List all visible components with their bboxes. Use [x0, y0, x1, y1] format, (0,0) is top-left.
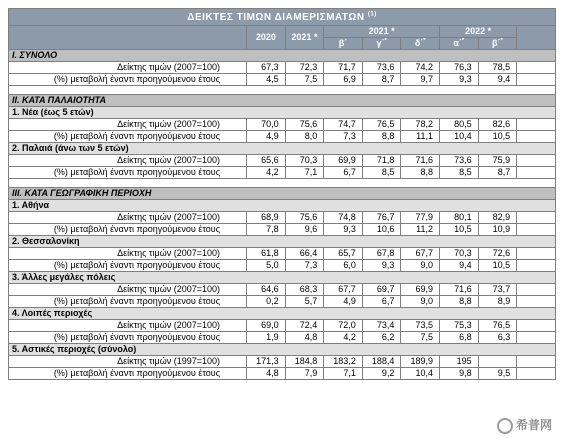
- header-2021-annual: 2021 *: [285, 26, 324, 50]
- row-label: (%) μεταβολή έναντι προηγούμενου έτους: [9, 368, 247, 380]
- row-value: 75,6: [285, 119, 324, 131]
- row-empty-cell: [517, 224, 556, 236]
- row-value: 7,9: [285, 368, 324, 380]
- row-value: 75,6: [285, 212, 324, 224]
- row-label: Δείκτης τιμών (1997=100): [9, 356, 247, 368]
- row-value: 74,2: [401, 62, 440, 74]
- row-empty-cell: [517, 320, 556, 332]
- subsection-title: [9, 200, 556, 212]
- row-empty-cell: [517, 155, 556, 167]
- table-row: [9, 119, 556, 131]
- row-value: 80,5: [440, 119, 479, 131]
- row-value: 8,7: [362, 74, 401, 86]
- row-value: 67,3: [247, 62, 286, 74]
- subsection-title-label: 2. Θεσσαλονίκη: [9, 236, 556, 248]
- row-value: 69,0: [247, 320, 286, 332]
- row-value: 10,5: [478, 260, 517, 272]
- row-value: 6,0: [324, 260, 363, 272]
- row-value: 72,0: [324, 320, 363, 332]
- wechat-icon: [497, 418, 513, 434]
- table-row: [9, 224, 556, 236]
- row-value: 76,7: [362, 212, 401, 224]
- row-value: 8,8: [362, 131, 401, 143]
- row-value: 6,2: [362, 332, 401, 344]
- row-value: 72,3: [285, 62, 324, 74]
- row-value: 189,9: [401, 356, 440, 368]
- section-title-label: II. ΚΑΤΑ ΠΑΛΑΙΟΤΗΤΑ: [9, 95, 556, 107]
- row-value: 76,5: [478, 320, 517, 332]
- row-label: (%) μεταβολή έναντι προηγούμενου έτους: [9, 260, 247, 272]
- table-row: [9, 167, 556, 179]
- row-value: 74,7: [324, 119, 363, 131]
- row-value: 9,4: [478, 74, 517, 86]
- row-value: 9,3: [440, 74, 479, 86]
- row-value: 11,2: [401, 224, 440, 236]
- table-body: [9, 50, 556, 380]
- row-value: 4,2: [247, 167, 286, 179]
- subsection-title: [9, 308, 556, 320]
- row-value: 72,4: [285, 320, 324, 332]
- row-empty-cell: [517, 74, 556, 86]
- row-value: 6,7: [324, 167, 363, 179]
- header-2022-quarters: 2022 *: [440, 26, 517, 38]
- row-value: 4,8: [247, 368, 286, 380]
- section-title: [9, 95, 556, 107]
- row-label: (%) μεταβολή έναντι προηγούμενου έτους: [9, 332, 247, 344]
- row-value: 171,3: [247, 356, 286, 368]
- row-label: (%) μεταβολή έναντι προηγούμενου έτους: [9, 74, 247, 86]
- row-value: 8,8: [440, 296, 479, 308]
- row-value: 8,9: [478, 296, 517, 308]
- row-value: 65,6: [247, 155, 286, 167]
- header-q-2021-c: γ΄*: [362, 38, 401, 50]
- row-value: 6,9: [324, 74, 363, 86]
- table-row: [9, 320, 556, 332]
- row-value: 9,7: [401, 74, 440, 86]
- table-row: [9, 296, 556, 308]
- row-empty-cell: [517, 248, 556, 260]
- table-row: [9, 284, 556, 296]
- table-row: [9, 212, 556, 224]
- row-value: 184,8: [285, 356, 324, 368]
- row-value: 10,6: [362, 224, 401, 236]
- subsection-title-label: 3. Άλλες μεγάλες πόλεις: [9, 272, 556, 284]
- section-title-label: III. ΚΑΤΑ ΓΕΩΓΡΑΦΙΚΗ ΠΕΡΙΟΧΗ: [9, 188, 556, 200]
- row-value: 73,7: [478, 284, 517, 296]
- row-value: 75,9: [478, 155, 517, 167]
- row-label: Δείκτης τιμών (2007=100): [9, 62, 247, 74]
- table-row: [9, 74, 556, 86]
- row-value: 9,3: [324, 224, 363, 236]
- header-label-cell: [9, 26, 247, 50]
- row-empty-cell: [517, 296, 556, 308]
- row-value: 71,6: [401, 155, 440, 167]
- row-value: 10,5: [478, 131, 517, 143]
- row-value: 10,5: [440, 224, 479, 236]
- table-row: [9, 248, 556, 260]
- subsection-title-label: 2. Παλαιά (άνω των 5 ετών): [9, 143, 556, 155]
- subsection-title-label: 1. Αθήνα: [9, 200, 556, 212]
- subsection-title: [9, 344, 556, 356]
- row-empty-cell: [517, 131, 556, 143]
- row-value: 9,2: [362, 368, 401, 380]
- row-value: 70,3: [285, 155, 324, 167]
- apartment-price-index-table: [8, 8, 556, 380]
- row-empty-cell: [517, 368, 556, 380]
- row-value: 8,5: [362, 167, 401, 179]
- row-value: 7,5: [401, 332, 440, 344]
- row-value: 71,8: [362, 155, 401, 167]
- table-title-row: [9, 9, 556, 26]
- row-value: 7,5: [285, 74, 324, 86]
- header-q-2022-b: β΄*: [478, 38, 517, 50]
- row-value: 1,9: [247, 332, 286, 344]
- row-value: 4,5: [247, 74, 286, 86]
- row-value: 80,1: [440, 212, 479, 224]
- table-row: [9, 356, 556, 368]
- row-value: 9,0: [401, 260, 440, 272]
- header-blank: [517, 26, 556, 50]
- row-empty-cell: [517, 356, 556, 368]
- row-label: Δείκτης τιμών (2007=100): [9, 119, 247, 131]
- row-label: (%) μεταβολή έναντι προηγούμενου έτους: [9, 296, 247, 308]
- row-value: 69,7: [362, 284, 401, 296]
- row-value: 82,6: [478, 119, 517, 131]
- row-value: 4,2: [324, 332, 363, 344]
- section-title: [9, 188, 556, 200]
- table-row: [9, 260, 556, 272]
- section-spacer: [9, 179, 556, 188]
- row-label: Δείκτης τιμών (2007=100): [9, 284, 247, 296]
- row-value: 7,3: [285, 260, 324, 272]
- document-page: [8, 8, 556, 380]
- subsection-title: [9, 107, 556, 119]
- row-value: 10,4: [440, 131, 479, 143]
- row-value: [478, 356, 517, 368]
- row-empty-cell: [517, 260, 556, 272]
- row-value: 7,1: [324, 368, 363, 380]
- section-title: [9, 50, 556, 62]
- row-label: Δείκτης τιμών (2007=100): [9, 320, 247, 332]
- row-value: 4,9: [324, 296, 363, 308]
- watermark: 希普网: [497, 416, 552, 434]
- section-spacer: [9, 86, 556, 95]
- row-label: Δείκτης τιμών (2007=100): [9, 212, 247, 224]
- row-label: Δείκτης τιμών (2007=100): [9, 248, 247, 260]
- row-value: 6,8: [440, 332, 479, 344]
- row-value: 71,6: [440, 284, 479, 296]
- row-value: 10,9: [478, 224, 517, 236]
- row-value: 74,8: [324, 212, 363, 224]
- row-empty-cell: [517, 119, 556, 131]
- row-value: 65,7: [324, 248, 363, 260]
- row-value: 68,9: [247, 212, 286, 224]
- table-row: [9, 155, 556, 167]
- table-row: [9, 131, 556, 143]
- subsection-title-label: 4. Λοιπές περιοχές: [9, 308, 556, 320]
- header-2021-quarters: 2021 *: [324, 26, 440, 38]
- row-value: 76,3: [440, 62, 479, 74]
- row-value: 9,6: [285, 224, 324, 236]
- row-value: 69,9: [324, 155, 363, 167]
- table-row: [9, 332, 556, 344]
- header-q-2021-b: β΄: [324, 38, 363, 50]
- row-empty-cell: [517, 62, 556, 74]
- row-value: 188,4: [362, 356, 401, 368]
- subsection-title: [9, 236, 556, 248]
- row-value: 8,5: [440, 167, 479, 179]
- row-value: 4,8: [285, 332, 324, 344]
- row-value: 9,8: [440, 368, 479, 380]
- row-value: 68,3: [285, 284, 324, 296]
- row-value: 7,3: [324, 131, 363, 143]
- subsection-title-label: 5. Αστικές περιοχές (σύνολο): [9, 344, 556, 356]
- row-value: 70,3: [440, 248, 479, 260]
- section-title-label: I. ΣΥΝΟΛΟ: [9, 50, 556, 62]
- header-2020: 2020: [247, 26, 286, 50]
- row-value: 67,7: [401, 248, 440, 260]
- subsection-title: [9, 143, 556, 155]
- row-value: 9,3: [362, 260, 401, 272]
- row-value: 4,9: [247, 131, 286, 143]
- row-value: 71,7: [324, 62, 363, 74]
- row-value: 78,2: [401, 119, 440, 131]
- subsection-title: [9, 272, 556, 284]
- row-value: 70,0: [247, 119, 286, 131]
- row-value: 6,7: [362, 296, 401, 308]
- row-value: 69,9: [401, 284, 440, 296]
- row-value: 78,5: [478, 62, 517, 74]
- row-value: 195: [440, 356, 479, 368]
- row-value: 10,4: [401, 368, 440, 380]
- row-value: 9,4: [440, 260, 479, 272]
- row-value: 82,9: [478, 212, 517, 224]
- spacer-cell: [9, 179, 556, 188]
- row-value: 7,8: [247, 224, 286, 236]
- table-row: [9, 62, 556, 74]
- table-title: ΔΕΙΚΤΕΣ ΤΙΜΩΝ ΔΙΑΜΕΡΙΣΜΑΤΩΝ $^{(1)}$: [9, 9, 556, 26]
- row-label: (%) μεταβολή έναντι προηγούμενου έτους: [9, 131, 247, 143]
- header-q-2022-a: α΄*: [440, 38, 479, 50]
- row-empty-cell: [517, 167, 556, 179]
- spacer-cell: [9, 86, 556, 95]
- row-value: 67,7: [324, 284, 363, 296]
- row-value: 6,3: [478, 332, 517, 344]
- row-value: 9,0: [401, 296, 440, 308]
- row-value: 75,3: [440, 320, 479, 332]
- row-empty-cell: [517, 212, 556, 224]
- row-empty-cell: [517, 284, 556, 296]
- row-value: 183,2: [324, 356, 363, 368]
- row-value: 67,8: [362, 248, 401, 260]
- row-value: 73,6: [440, 155, 479, 167]
- row-value: 72,6: [478, 248, 517, 260]
- row-value: 64,6: [247, 284, 286, 296]
- row-value: 9,5: [478, 368, 517, 380]
- row-value: 8,0: [285, 131, 324, 143]
- row-value: 76,5: [362, 119, 401, 131]
- row-label: (%) μεταβολή έναντι προηγούμενου έτους: [9, 167, 247, 179]
- row-value: 5,7: [285, 296, 324, 308]
- table-row: [9, 368, 556, 380]
- row-value: 73,4: [362, 320, 401, 332]
- row-value: 73,6: [362, 62, 401, 74]
- row-label: (%) μεταβολή έναντι προηγούμενου έτους: [9, 224, 247, 236]
- header-year-row: [9, 26, 556, 38]
- row-value: 7,1: [285, 167, 324, 179]
- row-value: 5,0: [247, 260, 286, 272]
- row-value: 77,9: [401, 212, 440, 224]
- row-value: 61,8: [247, 248, 286, 260]
- row-value: 0,2: [247, 296, 286, 308]
- header-q-2021-d: δ΄*: [401, 38, 440, 50]
- row-value: 11,1: [401, 131, 440, 143]
- row-label: Δείκτης τιμών (2007=100): [9, 155, 247, 167]
- row-value: 8,7: [478, 167, 517, 179]
- row-value: 73,5: [401, 320, 440, 332]
- row-empty-cell: [517, 332, 556, 344]
- subsection-title-label: 1. Νέα (έως 5 ετών): [9, 107, 556, 119]
- row-value: 66,4: [285, 248, 324, 260]
- row-value: 8,8: [401, 167, 440, 179]
